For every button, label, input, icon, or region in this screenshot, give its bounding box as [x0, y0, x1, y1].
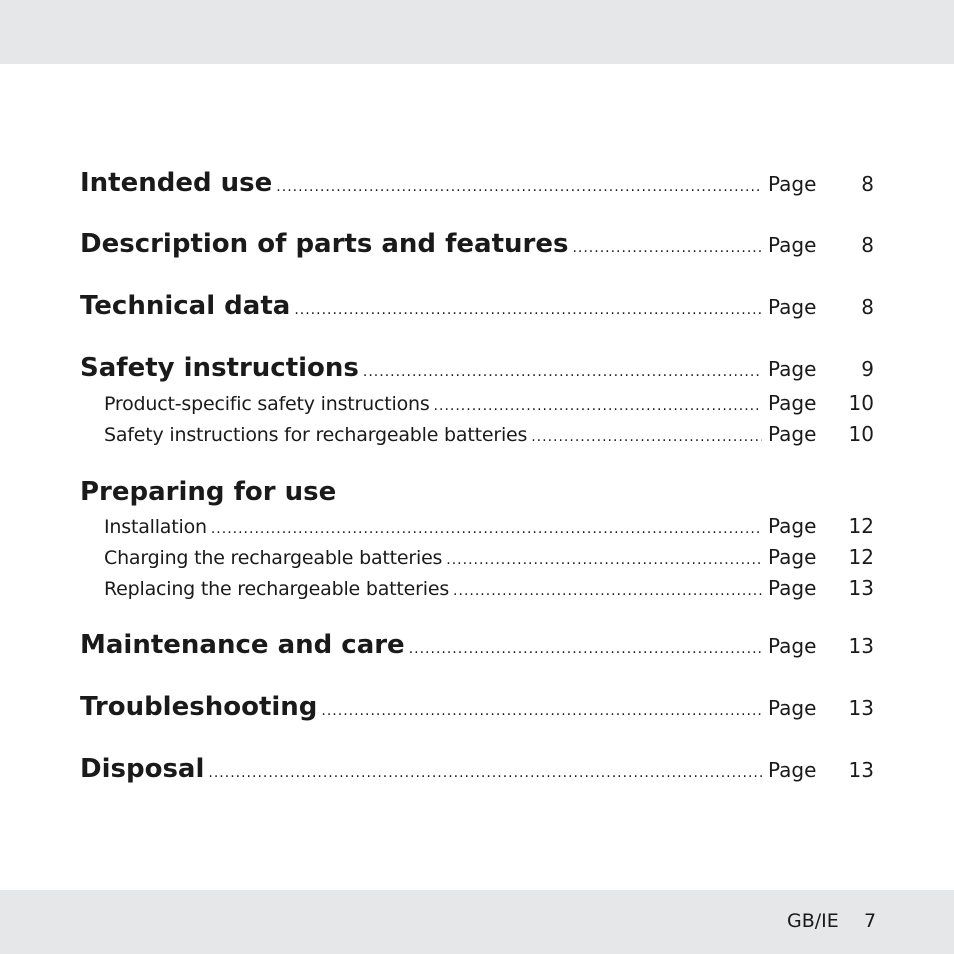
toc-entry-product-specific-safety[interactable]: [104, 391, 874, 415]
dot-leader: [453, 583, 762, 599]
toc-entry-replacing-batteries[interactable]: [104, 576, 874, 600]
toc-entry-description-of-parts[interactable]: [80, 229, 874, 259]
toc-heading-preparing-for-use[interactable]: [80, 477, 874, 507]
page-number: 12: [848, 545, 874, 569]
page-number: 13: [848, 758, 874, 782]
toc-entry-troubleshooting[interactable]: [80, 692, 874, 722]
toc-entry-maintenance-and-care[interactable]: [80, 630, 874, 660]
page-number: 12: [848, 514, 874, 538]
toc-subtitle: Replacing the rechargeable batteries: [104, 578, 450, 600]
toc-title: Disposal: [80, 754, 205, 784]
page-label: Page: [768, 758, 817, 782]
toc-entry-technical-data[interactable]: [80, 291, 874, 321]
dot-leader: [572, 240, 762, 256]
dot-leader: [208, 765, 762, 781]
dot-leader: [276, 179, 762, 195]
page-number: 13: [848, 576, 874, 600]
page-number: 8: [861, 295, 874, 319]
dot-leader: [321, 703, 762, 719]
toc-subtitle: Charging the rechargeable batteries: [104, 547, 443, 569]
page-label: Page: [768, 233, 817, 257]
page-number: 8: [861, 233, 874, 257]
toc-entry-safety-instructions[interactable]: [80, 353, 874, 383]
page-label: Page: [768, 576, 817, 600]
toc-entry-intended-use[interactable]: [80, 168, 874, 198]
page-number: 10: [848, 422, 874, 446]
dot-leader: [434, 398, 762, 414]
toc-title: Preparing for use: [80, 477, 337, 507]
page-label: Page: [768, 357, 817, 381]
toc-title: Safety instructions: [80, 353, 359, 383]
page-label: Page: [768, 514, 817, 538]
dot-leader: [446, 552, 762, 568]
page-number: 10: [848, 391, 874, 415]
toc-subtitle: Product-specific safety instructions: [104, 393, 430, 415]
header-band: [0, 0, 954, 64]
toc-entry-charging-batteries[interactable]: [104, 545, 874, 569]
page-label: Page: [768, 422, 817, 446]
footer-language-code: GB/IE: [787, 910, 839, 932]
dot-leader: [531, 429, 762, 445]
toc-entry-battery-safety[interactable]: [104, 422, 874, 446]
toc-title: Description of parts and features: [80, 229, 569, 259]
toc-title: Technical data: [80, 291, 291, 321]
toc-title: Maintenance and care: [80, 630, 405, 660]
dot-leader: [409, 641, 762, 657]
page-label: Page: [768, 172, 817, 196]
page-number: 8: [861, 172, 874, 196]
toc-entry-installation[interactable]: [104, 514, 874, 538]
toc-entry-disposal[interactable]: [80, 754, 874, 784]
toc-title: Intended use: [80, 168, 273, 198]
dot-leader: [294, 302, 762, 318]
page-label: Page: [768, 696, 817, 720]
page-label: Page: [768, 634, 817, 658]
page-number: 13: [848, 696, 874, 720]
page-number: 9: [861, 357, 874, 381]
dot-leader: [363, 364, 762, 380]
page-label: Page: [768, 295, 817, 319]
page-number: 13: [848, 634, 874, 658]
toc-subtitle: Installation: [104, 516, 207, 538]
toc-subtitle: Safety instructions for rechargeable batteries: [104, 424, 528, 446]
page-label: Page: [768, 391, 817, 415]
footer-page-number: 7: [864, 910, 877, 932]
dot-leader: [211, 521, 762, 537]
page-label: Page: [768, 545, 817, 569]
toc-title: Troubleshooting: [80, 692, 318, 722]
